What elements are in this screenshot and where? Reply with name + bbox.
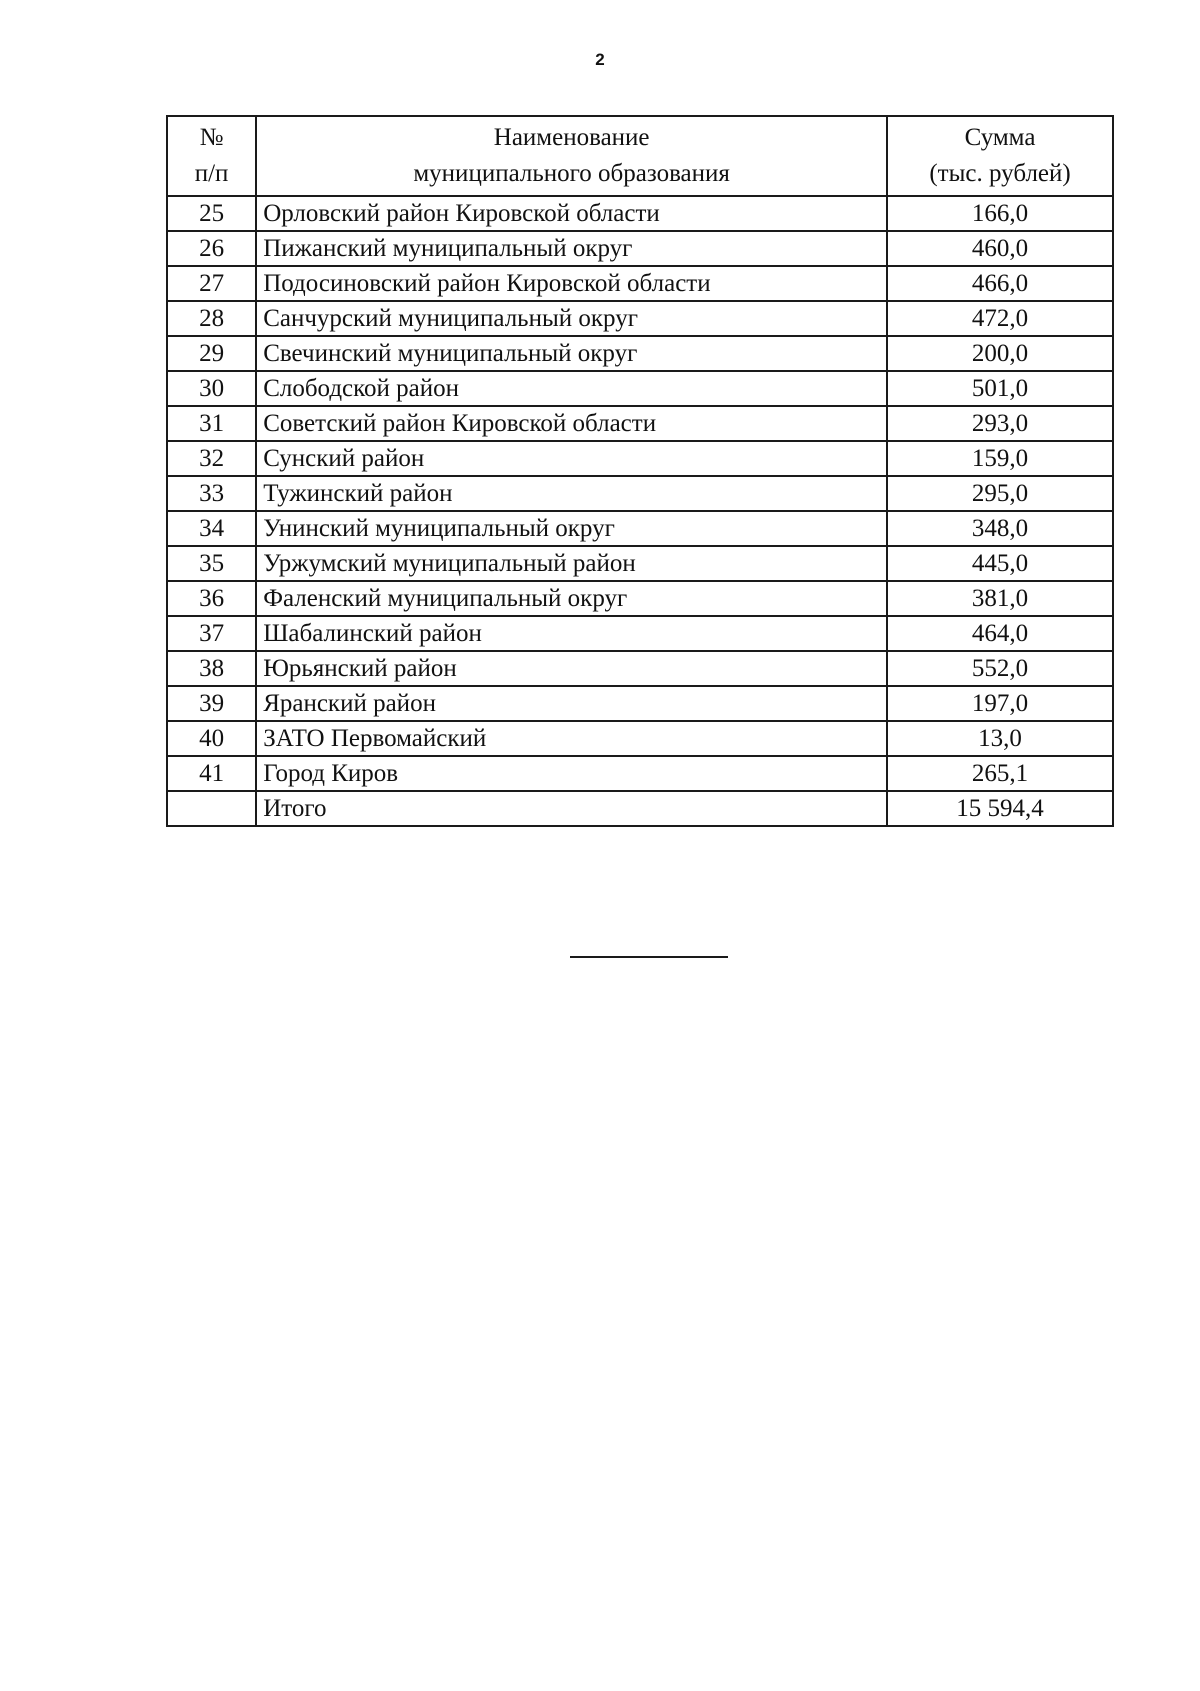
header-number-line1: №: [199, 124, 224, 151]
table-row: [167, 756, 1113, 791]
row-name: ЗАТО Первомайский: [256, 721, 887, 756]
allocation-table: [166, 115, 1114, 827]
header-name-line2: муниципального образования: [413, 160, 730, 187]
table-row: [167, 581, 1113, 616]
header-number: [167, 116, 256, 196]
row-name: Шабалинский район: [256, 616, 887, 651]
row-number: 29: [167, 336, 256, 371]
row-number: 37: [167, 616, 256, 651]
row-name: Пижанский муниципальный округ: [256, 231, 887, 266]
table-row: [167, 301, 1113, 336]
table-row: [167, 266, 1113, 301]
row-number: 34: [167, 511, 256, 546]
row-sum: 466,0: [887, 266, 1113, 301]
table-row: [167, 371, 1113, 406]
row-name: Яранский район: [256, 686, 887, 721]
table-row: [167, 231, 1113, 266]
row-sum: 464,0: [887, 616, 1113, 651]
header-sum-line1: Сумма: [964, 124, 1036, 151]
row-number: 26: [167, 231, 256, 266]
total-label: Итого: [256, 791, 887, 826]
table-row: [167, 721, 1113, 756]
row-name: Город Киров: [256, 756, 887, 791]
row-sum: 159,0: [887, 441, 1113, 476]
table-body: [167, 196, 1113, 826]
row-sum: 348,0: [887, 511, 1113, 546]
header-name: [256, 116, 887, 196]
table-row: [167, 546, 1113, 581]
row-number: 27: [167, 266, 256, 301]
table-row: [167, 651, 1113, 686]
row-name: Санчурский муниципальный округ: [256, 301, 887, 336]
row-name: Орловский район Кировской области: [256, 196, 887, 231]
row-sum: 200,0: [887, 336, 1113, 371]
header-sum: [887, 116, 1113, 196]
row-name: Юрьянский район: [256, 651, 887, 686]
table-row: [167, 511, 1113, 546]
table-row: [167, 476, 1113, 511]
total-number: [167, 791, 256, 826]
table-row: [167, 336, 1113, 371]
table-row: [167, 441, 1113, 476]
row-number: 36: [167, 581, 256, 616]
row-name: Подосиновский район Кировской области: [256, 266, 887, 301]
row-number: 33: [167, 476, 256, 511]
row-sum: 295,0: [887, 476, 1113, 511]
row-sum: 472,0: [887, 301, 1113, 336]
row-number: 35: [167, 546, 256, 581]
row-sum: 265,1: [887, 756, 1113, 791]
row-sum: 166,0: [887, 196, 1113, 231]
row-name: Слободской район: [256, 371, 887, 406]
row-name: Унинский муниципальный округ: [256, 511, 887, 546]
row-name: Свечинский муниципальный округ: [256, 336, 887, 371]
row-number: 28: [167, 301, 256, 336]
row-sum: 460,0: [887, 231, 1113, 266]
row-number: 25: [167, 196, 256, 231]
row-number: 39: [167, 686, 256, 721]
row-sum: 13,0: [887, 721, 1113, 756]
row-name: Фаленский муниципальный округ: [256, 581, 887, 616]
row-sum: 445,0: [887, 546, 1113, 581]
row-number: 30: [167, 371, 256, 406]
table-row: [167, 406, 1113, 441]
row-sum: 293,0: [887, 406, 1113, 441]
header-sum-line2: (тыс. рублей): [929, 160, 1071, 187]
table-header: [167, 116, 1113, 196]
separator-line: [570, 956, 728, 958]
total-row: [167, 791, 1113, 826]
page-number: 2: [595, 50, 605, 69]
row-sum: 381,0: [887, 581, 1113, 616]
row-number: 40: [167, 721, 256, 756]
header-row: [167, 116, 1113, 196]
row-name: Сунский район: [256, 441, 887, 476]
row-sum: 501,0: [887, 371, 1113, 406]
row-number: 38: [167, 651, 256, 686]
row-number: 32: [167, 441, 256, 476]
table-row: [167, 686, 1113, 721]
table-row: [167, 616, 1113, 651]
row-name: Тужинский район: [256, 476, 887, 511]
row-name: Советский район Кировской области: [256, 406, 887, 441]
table-row: [167, 196, 1113, 231]
row-number: 31: [167, 406, 256, 441]
row-number: 41: [167, 756, 256, 791]
header-name-line1: Наименование: [493, 124, 650, 151]
total-sum: 15 594,4: [887, 791, 1113, 826]
row-sum: 552,0: [887, 651, 1113, 686]
header-number-line2: п/п: [194, 160, 229, 187]
row-name: Уржумский муниципальный район: [256, 546, 887, 581]
row-sum: 197,0: [887, 686, 1113, 721]
